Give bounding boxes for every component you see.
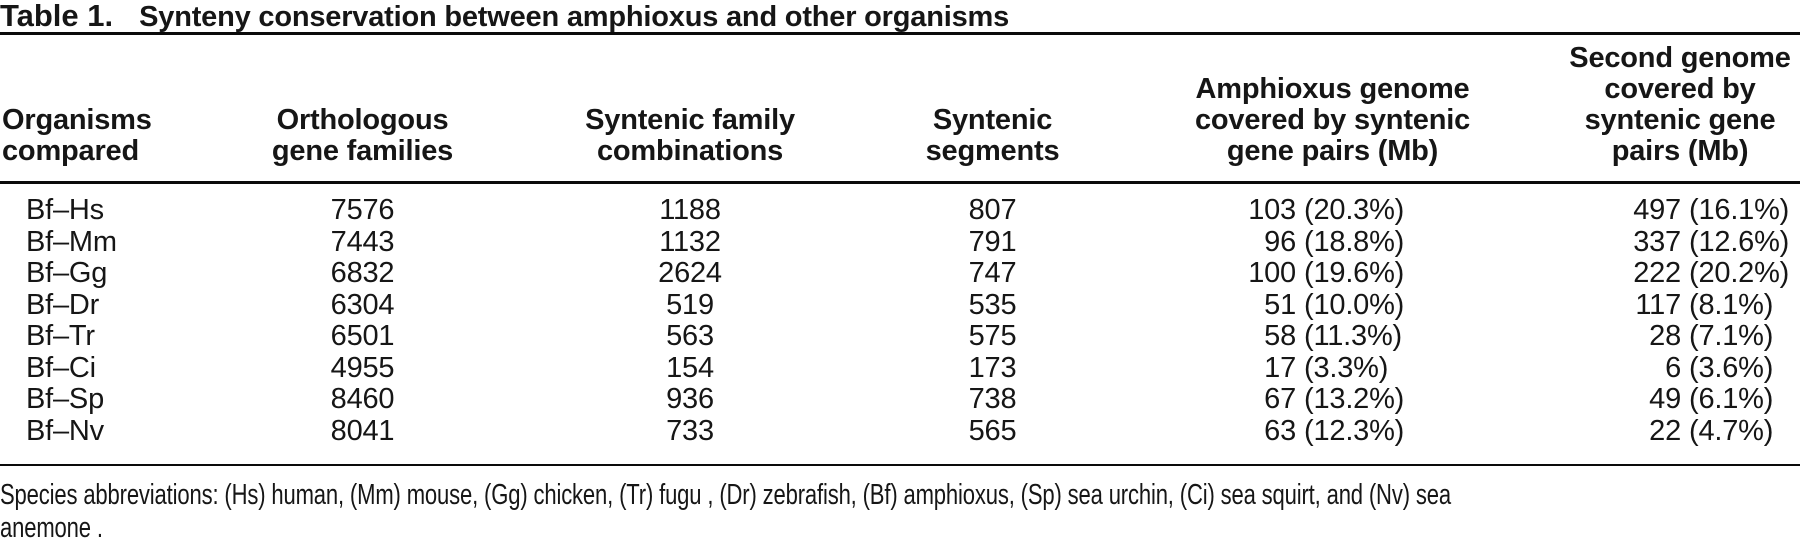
cell-orthologous-gene-families: 7576 [330, 194, 395, 226]
cell-syntenic-family-combinations: 2624 [658, 257, 722, 289]
cell-organisms: Bf–Tr [26, 320, 95, 352]
cell-syntenic-segments: 173 [968, 351, 1017, 384]
cell-syntenic-segments: 807 [968, 194, 1017, 226]
cell-orthologous-gene-families: 7443 [330, 225, 395, 258]
header-organisms-compared: Organisms compared [2, 104, 152, 167]
cell-organisms: Bf–Sp [26, 383, 104, 415]
table-row [0, 383, 1800, 415]
cell-syntenic-family-combinations: 563 [666, 320, 714, 352]
cell-amphioxus-genome-covered: 103 (20.3%) [1248, 194, 1405, 226]
cell-orthologous-gene-families: 8460 [330, 383, 395, 415]
cell-orthologous-gene-families: 8041 [330, 414, 395, 447]
cell-syntenic-family-combinations: 733 [666, 414, 714, 447]
cell-amphioxus-genome-covered: 67 (13.2%) [1264, 383, 1405, 415]
table-header-row [0, 35, 1800, 181]
table-number: Table 1. [0, 0, 114, 33]
table-title [0, 0, 1800, 32]
cell-second-genome-covered: 497 (16.1%) [1633, 194, 1790, 226]
cell-amphioxus-genome-covered: 63 (12.3%) [1264, 414, 1405, 447]
header-syntenic-family-combinations: Syntenic family combinations [585, 104, 795, 167]
cell-syntenic-segments: 575 [968, 320, 1017, 352]
cell-organisms: Bf–Mm [26, 225, 117, 258]
table-row [0, 226, 1800, 258]
cell-syntenic-segments: 535 [968, 288, 1017, 321]
cell-orthologous-gene-families: 6304 [330, 288, 395, 321]
header-orthologous-gene-families: Orthologous gene families [271, 104, 454, 167]
table-row [0, 289, 1800, 321]
cell-organisms: Bf–Nv [26, 414, 104, 447]
cell-amphioxus-genome-covered: 100 (19.6%) [1248, 257, 1405, 289]
header-syntenic-segments: Syntenic segments [925, 104, 1060, 167]
cell-second-genome-covered: 22 (4.7%) [1649, 414, 1774, 447]
header-second-genome-covered: Second genome covered by syntenic gene pairs (Mb) [1569, 42, 1791, 167]
cell-organisms: Bf–Gg [26, 257, 108, 289]
cell-syntenic-family-combinations: 154 [666, 351, 714, 384]
cell-amphioxus-genome-covered: 17 (3.3%) [1264, 351, 1389, 384]
cell-second-genome-covered: 6 (3.6%) [1665, 351, 1774, 384]
cell-second-genome-covered: 49 (6.1%) [1649, 383, 1774, 415]
cell-orthologous-gene-families: 6501 [330, 320, 395, 352]
cell-amphioxus-genome-covered: 58 (11.3%) [1264, 320, 1402, 352]
cell-amphioxus-genome-covered: 51 (10.0%) [1264, 288, 1405, 321]
footnote-line-1: Species abbreviations: (Hs) human, (Mm) mouse, (Gg) chicken, (Tr) fugu , (Dr) zebrafish, (Bf) amphioxus, (Sp) sea urchin, (Ci) sea squirt, and (Nv) sea [0, 479, 1451, 511]
table-row [0, 415, 1800, 447]
cell-second-genome-covered: 117 (8.1%) [1635, 288, 1774, 321]
cell-organisms: Bf–Dr [26, 288, 100, 321]
cell-syntenic-family-combinations: 519 [666, 288, 714, 321]
cell-syntenic-segments: 565 [968, 414, 1017, 447]
cell-syntenic-family-combinations: 1132 [659, 225, 721, 258]
table-row [0, 320, 1800, 352]
table-row [0, 194, 1800, 226]
cell-organisms: Bf–Ci [26, 351, 96, 384]
header-amphioxus-genome-covered: Amphioxus genome covered by syntenic gene pairs (Mb) [1194, 73, 1471, 167]
table-row [0, 257, 1800, 289]
cell-second-genome-covered: 222 (20.2%) [1633, 257, 1790, 289]
footer-rule [0, 464, 1800, 466]
cell-orthologous-gene-families: 6832 [330, 257, 395, 289]
cell-syntenic-segments: 738 [968, 383, 1017, 415]
cell-organisms: Bf–Hs [26, 194, 104, 226]
table-caption: Synteny conservation between amphioxus and other organisms [139, 1, 1010, 33]
cell-orthologous-gene-families: 4955 [330, 351, 395, 384]
cell-syntenic-segments: 791 [968, 225, 1017, 258]
cell-syntenic-family-combinations: 1188 [659, 194, 721, 226]
table-row [0, 352, 1800, 384]
cell-syntenic-family-combinations: 936 [666, 383, 714, 415]
cell-second-genome-covered: 28 (7.1%) [1649, 320, 1774, 352]
footnote-line-2: anemone . [0, 512, 103, 544]
cell-second-genome-covered: 337 (12.6%) [1633, 225, 1790, 258]
table-footnote [0, 479, 1800, 545]
cell-amphioxus-genome-covered: 96 (18.8%) [1264, 225, 1405, 258]
cell-syntenic-segments: 747 [968, 257, 1017, 289]
table-body [0, 184, 1800, 464]
